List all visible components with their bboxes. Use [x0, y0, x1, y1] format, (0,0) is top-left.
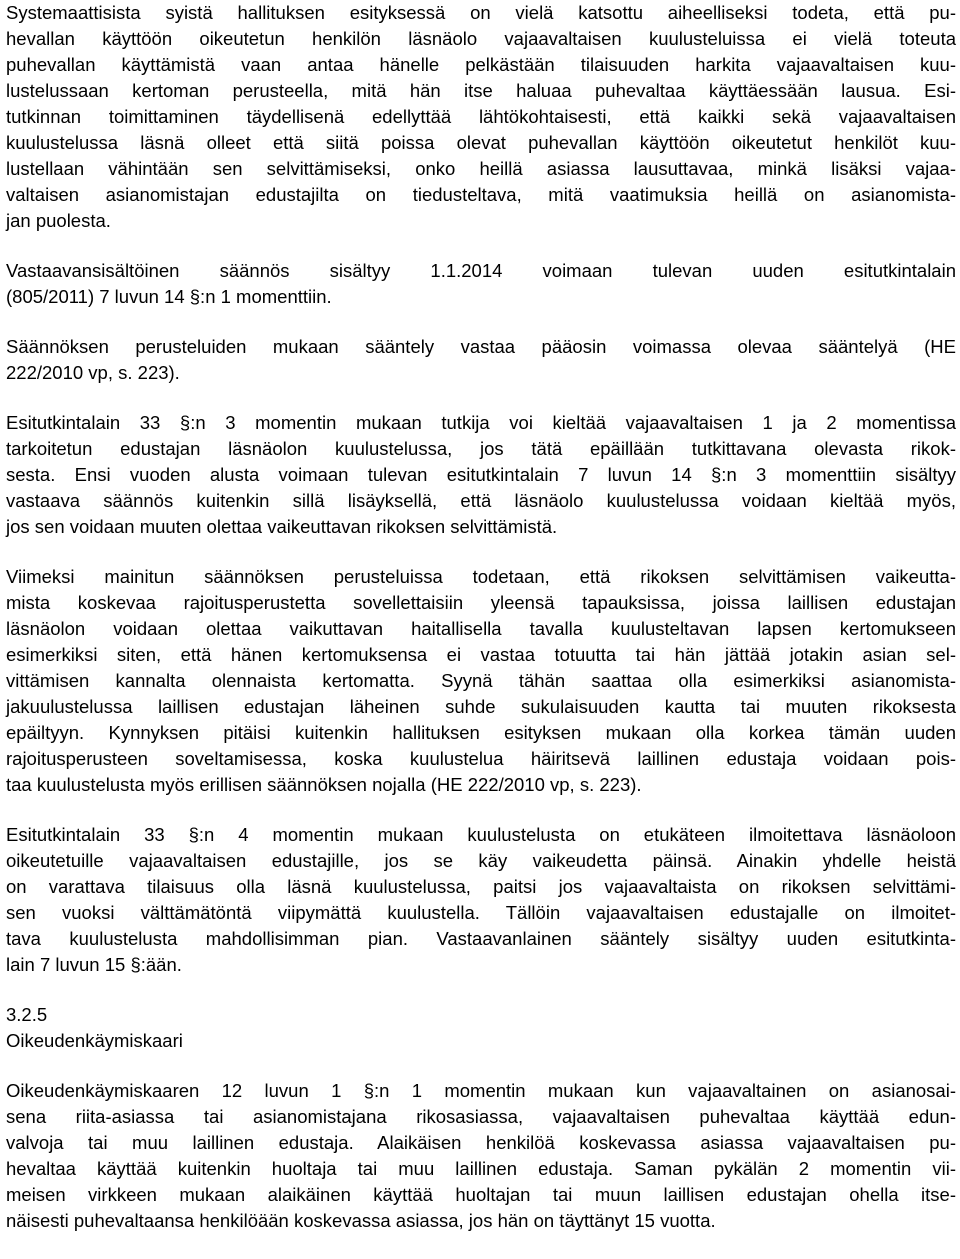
paragraph-section-33-moment-4 [6, 822, 956, 978]
text-line: Oikeudenkäymiskaaren 12 luvun 1 §:n 1 momentin mukaan kun vajaavaltainen on asianosai- [6, 1080, 956, 1101]
text-line: Viimeksi mainitun säännöksen perusteluissa todetaan, että rikoksen selvittämisen vaikeutta- [6, 566, 956, 587]
text-line: jan puolesta. [6, 210, 111, 231]
section-number: 3.2.5 [6, 1004, 48, 1025]
text-line: kuulustelussa läsnä olleet että siitä poissa olevat puhevallan käyttöön oikeutetut henkilöt kuu- [6, 132, 956, 153]
text-line: puhevallan käyttämistä vaan antaa hänelle pelkästään tilaisuuden harkita vajaavaltaisen kuu- [6, 54, 956, 75]
text-line: (805/2011) 7 luvun 14 §:n 1 momenttiin. [6, 286, 332, 307]
text-line: lain 7 luvun 15 §:ään. [6, 954, 182, 975]
section-title: Oikeudenkäymiskaari [6, 1030, 183, 1051]
text-line: tutkinnan toimittaminen täydellisenä edellyttää lähtökohtaisesti, että kaikki sekä vajaavaltaisen [6, 106, 956, 127]
text-line: Esitutkintalain 33 §:n 3 momentin mukaan tutkija voi kieltää vajaavaltaisen 1 ja 2 momentissa [6, 412, 956, 433]
text-line: tarkoitetun edustajan läsnäolon kuulustelussa, jos tätä epäillään tutkittavana olevasta rikok- [6, 438, 956, 459]
text-line: meisen virkkeen mukaan alaikäinen käyttää huoltajan tai muun laillisen edustajan ohella itse- [6, 1184, 956, 1205]
text-line: tava kuulustelusta mahdollisimman pian. Vastaavanlainen sääntely sisältyy uuden esitutkinta- [6, 928, 956, 949]
text-line: epäiltyyn. Kynnyksen pitäisi kuitenkin hallituksen esityksen mukaan olla korkea tämän uuden [6, 722, 956, 743]
text-line: on varattava tilaisuus olla läsnä kuulustelussa, paitsi jos vajaavaltaista on rikoksen selvittämi- [6, 876, 956, 897]
text-line: läsnäolon voidaan olettaa vaikuttavan haitallisella tavalla kuulusteltavan lapsen kertomukseen [6, 618, 956, 639]
text-line: sena riita-asiassa tai asianomistajana rikosasiassa, vajaavaltaisen puhevaltaa käyttää edun- [6, 1106, 956, 1127]
text-line: valvoja tai muu laillinen edustaja. Alaikäisen henkilöä koskevassa asiassa vajaavaltaisen pu- [6, 1132, 956, 1153]
text-line: rajoitusperusteen soveltamisessa, koska kuulustelua häiritsevä laillinen edustaja voidaan pois- [6, 748, 956, 769]
paragraph-systematic-reasons [6, 0, 956, 234]
text-line: taa kuulustelusta myös erillisen säännöksen nojalla (HE 222/2010 vp, s. 223). [6, 774, 642, 795]
text-line: vastaava säännös kuitenkin sillä lisäyksellä, että läsnäolo kuulustelussa voidaan kieltää myös, [6, 490, 956, 511]
paragraph-corresponding-provision [6, 258, 956, 310]
text-line: hevaltaa käyttää kuitenkin huoltaja tai muu laillinen edustaja. Saman pykälän 2 momentin vii- [6, 1158, 956, 1179]
text-line: näisesti puhevaltaansa henkilöään koskevassa asiassa, jos hän on täyttänyt 15 vuotta. [6, 1210, 716, 1231]
text-line: lustellaan vähintään sen selvittämiseksi, onko heillä asiassa lausuttavaa, minkä lisäksi vajaa- [6, 158, 956, 179]
text-line: sesta. Ensi vuoden alusta voimaan tulevan esitutkintalain 7 luvun 14 §:n 3 momenttiin sisältyy [6, 464, 956, 485]
text-line: mista koskevaa rajoitusperustetta sovellettaisiin yleensä tapauksissa, joissa laillisen edustajan [6, 592, 956, 613]
text-line: vittämisen kannalta olennaista kertomatta. Syynä tähän saattaa olla esimerkiksi asianomista- [6, 670, 956, 691]
text-line: valtaisen asianomistajan edustajilta on tiedusteltava, mitä vaatimuksia heillä on asianomista- [6, 184, 956, 205]
text-line: Säännöksen perusteluiden mukaan sääntely vastaa pääosin voimassa olevaa sääntelyä (HE [6, 336, 956, 357]
text-line: oikeutetuille vajaavaltaisen edustajille, jos se käy vaikeudetta päinsä. Ainakin yhdelle heistä [6, 850, 956, 871]
text-line: Vastaavansisältöinen säännös sisältyy 1.1.2014 voimaan tulevan uuden esitutkintalain [6, 260, 956, 281]
paragraph-restriction-grounds [6, 564, 956, 798]
paragraph-code-of-judicial-procedure [6, 1078, 956, 1234]
text-line: lustelussaan kertoman perusteella, mitä hän itse haluaa puhevaltaa käyttäessään lausua. Esi- [6, 80, 956, 101]
text-line: hevallan käyttöön oikeutetun henkilön läsnäolo vajaavaltaisen kuulusteluissa ei vielä toteuta [6, 28, 956, 49]
text-line: jos sen voidaan muuten olettaa vaikeuttavan rikoksen selvittämistä. [6, 516, 558, 537]
section-heading-3-2-5 [6, 1002, 956, 1054]
text-line: sen vuoksi välttämätöntä viipymättä kuulustella. Tällöin vajaavaltaisen edustajalle on ilmoitet- [6, 902, 956, 923]
text-line: Systemaattisista syistä hallituksen esityksessä on vielä katsottu aiheelliseksi todeta, että pu- [6, 2, 956, 23]
text-line: esimerkiksi siten, että hänen kertomuksensa ei vastaa totuutta tai hän jättää jotakin asian sel- [6, 644, 956, 665]
paragraph-provision-grounds [6, 334, 956, 386]
text-line: 222/2010 vp, s. 223). [6, 362, 180, 383]
paragraph-section-33-moment-3 [6, 410, 956, 540]
text-line: jakuulustelussa laillisen edustajan läheinen suhde sukulaisuuden kautta tai muuten rikoksesta [6, 696, 956, 717]
text-line: Esitutkintalain 33 §:n 4 momentin mukaan kuulustelusta on etukäteen ilmoitettava läsnäoloon [6, 824, 956, 845]
